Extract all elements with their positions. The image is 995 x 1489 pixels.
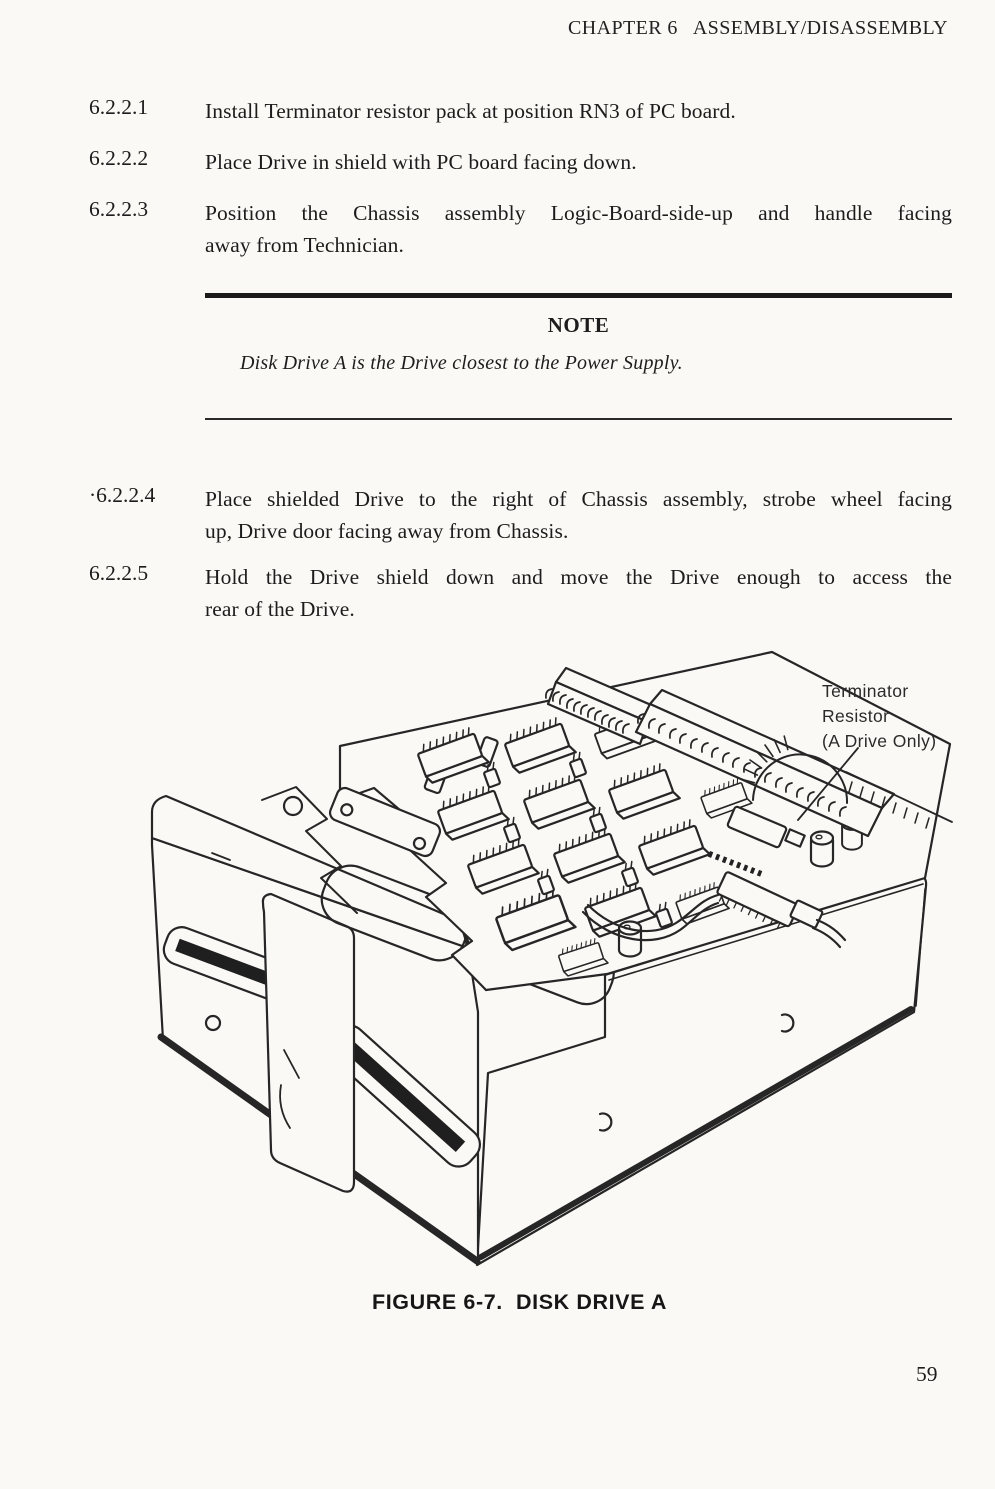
terminator-label-line3: (A Drive Only) bbox=[822, 731, 937, 751]
chapter-header: CHAPTER 6 ASSEMBLY/DISASSEMBLY bbox=[568, 17, 948, 39]
step-number: ·6.2.2.4 bbox=[89, 483, 156, 507]
step-number: 6.2.2.3 bbox=[89, 197, 149, 221]
page-number: 59 bbox=[916, 1362, 938, 1386]
step-number: 6.2.2.5 bbox=[89, 561, 149, 585]
figure-caption: FIGURE 6-7. DISK DRIVE A bbox=[372, 1290, 667, 1314]
step-line: Install Terminator resistor pack at position RN3 of PC board. bbox=[205, 99, 736, 123]
note-body: Disk Drive A is the Drive closest to the Power Supply. bbox=[240, 352, 683, 374]
step-line: Hold the Drive shield down and move the Drive enough to access the bbox=[205, 565, 952, 589]
step-line: Place Drive in shield with PC board facing down. bbox=[205, 150, 637, 174]
step-number: 6.2.2.1 bbox=[89, 95, 149, 119]
step-line: away from Technician. bbox=[205, 233, 404, 257]
terminator-label-line2: Resistor bbox=[822, 706, 890, 726]
step-number: 6.2.2.2 bbox=[89, 146, 149, 170]
note-title: NOTE bbox=[547, 313, 610, 337]
step-line: up, Drive door facing away from Chassis. bbox=[205, 519, 569, 543]
step-line: rear of the Drive. bbox=[205, 597, 355, 621]
terminator-label-line1: Terminator bbox=[822, 681, 909, 701]
step-line: Position the Chassis assembly Logic-Board-side-up and handle facing bbox=[205, 201, 952, 225]
step-line: Place shielded Drive to the right of Chassis assembly, strobe wheel facing bbox=[205, 487, 952, 511]
drive-latch bbox=[263, 894, 354, 1192]
